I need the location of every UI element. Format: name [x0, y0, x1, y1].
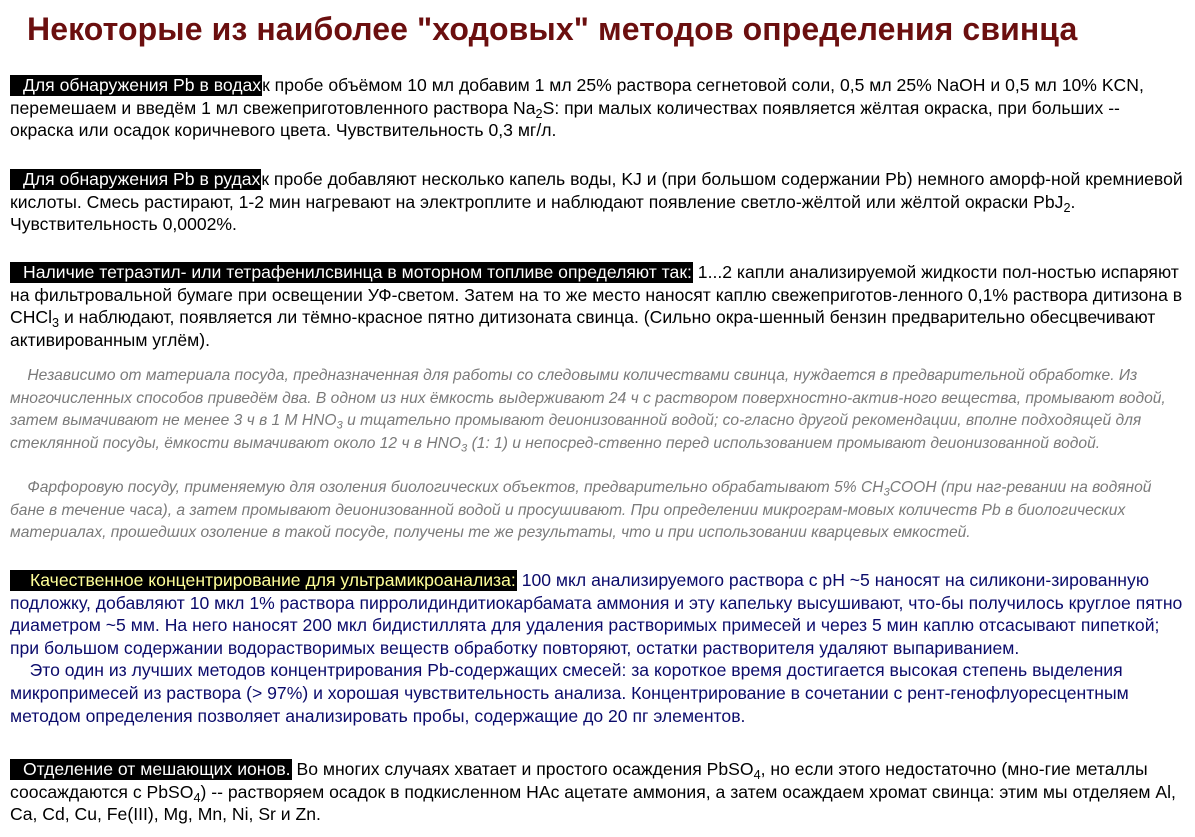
section-water-text-2: S: при малых количествах появляется жёлтая окраска, при больших -- окраска или осадок коричневого цвета. Чувствительность 0,3 мг/л. — [10, 97, 1120, 141]
section-separation — [10, 758, 1185, 826]
glassware-p1-text-1: Независимо от материала посуда, предназначенная для работы со следовыми количествами свинца, нуждается в предварительной обработке. Из многочисленных способов приведём два. В одном из них ёмкость выдерживают 24 ч с раствором поверхностно-актив-ного вещества, промывают водой, затем вымачивают не менее 3 ч в 1 М HNO — [10, 367, 1166, 430]
glassware-p1-text-2: и тщательно промывают деионизованной водой; со-гласно другой рекомендации, вполне подходящей для стеклянной посуды, ёмкости вымачивают около 12 ч в HNO — [10, 412, 1142, 453]
glassware-p1-sub-1: 3 — [336, 419, 343, 432]
glassware-p2-text-1: Фарфоровую посуду, применяемую для озоления биологических объектов, предварительно обрабатывают 5% CH — [27, 479, 884, 496]
section-ores — [10, 168, 1185, 236]
section-concentration-text-2: Это один из лучших методов концентрирования Pb-содержащих смесей: за короткое время достигается высокая степень выделения микропримесей из раствора (> 97%) и хорошая чувствительность анализа. Концентрирование в сочетании с рент-генофлуоресцентным методом определения позволяет анализировать пробы, содержащие до 20 пг элементов. — [10, 660, 1129, 726]
section-separation-text-2: , но если этого недостаточно (мно-гие металлы соосаждаются с PbSO — [10, 759, 1148, 802]
glassware-p1-text-3: (1: 1) и непосред-ственно перед использованием промывают деионизованной водой. — [471, 435, 1101, 453]
section-ores-text-2: . Чувствительность 0,0002%. — [10, 191, 1076, 235]
section-separation-text-3: ) -- растворяем осадок в подкисленном HAc ацетате аммония, а затем осаждаем хромат свинца: этим мы отделяем Al, Ca, Cd, Cu, Fe(III), Mg, Mn, Ni, Sr и Zn. — [10, 781, 1176, 825]
glassware-p2-text-2: COOH (при наг-ревании на водяной бане в течение часа), а затем промывают деионизованной водой и просушивают. При определении микрограм-мовых количеств Pb в биологических материалах, прошедших озоление в такой посуде, получены те же результаты, что и при использовании кварцевых емкостей. — [10, 479, 1152, 542]
section-concentration-label: Качественное концентрирование для ультрамикроанализа: — [10, 570, 517, 591]
section-ores-text-1: к пробе добавляют несколько капель воды, KJ и (при большом содержании Pb) немного аморф-ной кремниевой кислоты. Смесь растирают, 1-2 мин нагревают на электроплите и наблюдают появление светло-жёлтой или жёлтой окраски PbJ — [10, 169, 1183, 212]
section-fuel-label: Наличие тетраэтил- или тетрафенилсвинца в моторном топливе определяют так: — [10, 262, 693, 283]
section-ores-label: Для обнаружения Pb в рудах — [10, 169, 261, 190]
section-water — [10, 74, 1185, 142]
glassware-paragraph-1 — [10, 365, 1185, 456]
section-fuel-sub-1: 3 — [52, 315, 60, 330]
glassware-paragraph-2 — [10, 477, 1185, 545]
page-title: Некоторые из наиболее "ходовых" методов определения свинца — [27, 11, 1078, 47]
section-water-label: Для обнаружения Pb в водах — [10, 75, 262, 96]
section-concentration-text-1: 100 мкл анализируемого раствора с pH ~5 наносят на силикони-зированную подложку, добавляют 10 мкл 1% раствора пирролидиндитиокарбамата аммония и эту капельку высушивают, что-бы получилось круглое пятно диаметром ~5 мм. На него наносят 200 мкл бидистиллята для удаления растворимых примесей и через 5 мин каплю отсасывают пипеткой; при большом содержании водорастворимых веществ обработку повторяют, остатки растворителя удаляют выпариванием. — [10, 570, 1183, 658]
section-separation-sub-1: 4 — [753, 767, 761, 782]
section-ores-sub-1: 2 — [1063, 200, 1071, 215]
section-separation-sub-2: 4 — [193, 790, 201, 805]
section-water-sub-1: 2 — [535, 106, 543, 121]
section-separation-label: Отделение от мешающих ионов. — [10, 759, 292, 780]
section-fuel — [10, 261, 1185, 351]
section-concentration-paragraph-2 — [10, 659, 1185, 727]
section-fuel-text-2: и наблюдают, появляется ли тёмно-красное пятно дитизоната свинца. (Сильно окра-шенный бензин предварительно обесцвечивают активированным углём). — [10, 307, 1156, 350]
section-concentration — [10, 569, 1185, 727]
glassware-p1-sub-2: 3 — [460, 442, 468, 455]
section-fuel-text-1: 1...2 капли анализируемой жидкости пол-ностью испаряют на фильтровальной бумаге при освещении УФ-светом. Затем на то же место наносят каплю свежеприготов-ленного 0,1% раствора дитизона в CHCl — [10, 262, 1183, 328]
section-water-text-1: к пробе объёмом 10 мл добавим 1 мл 25% раствора сегнетовой соли, 0,5 мл 25% NaOH и 0,5 мл 10% KCN, перемешаем и введём 1 мл свежеприготовленного раствора Na — [10, 75, 1144, 118]
glassware-p2-sub-1: 3 — [883, 486, 890, 499]
section-separation-text-1: Во многих случаях хватает и простого осаждения PbSO — [296, 759, 754, 779]
